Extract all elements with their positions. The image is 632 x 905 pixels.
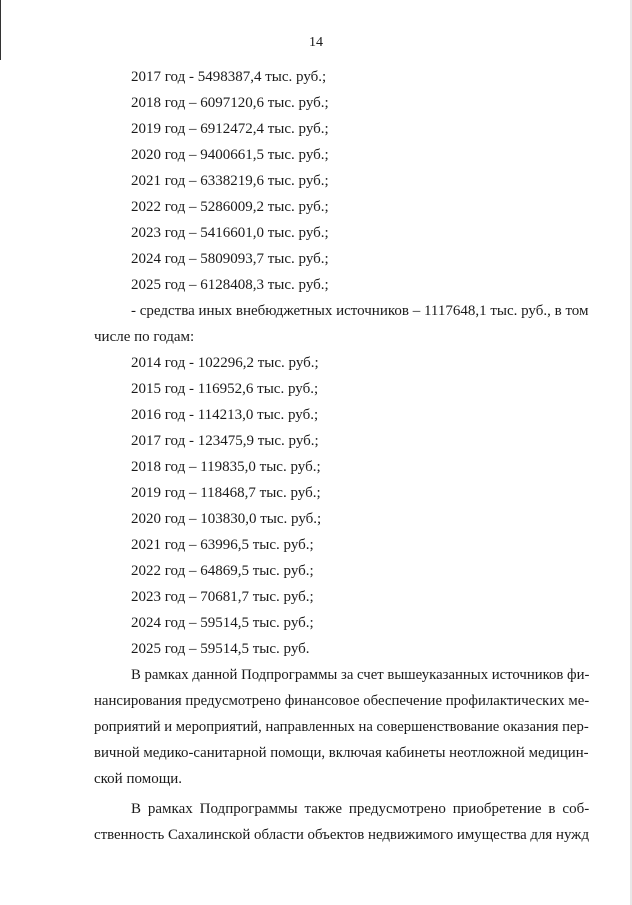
extrabudget-year-line: 2020 год – 103830,0 тыс. руб.;: [131, 511, 322, 527]
budget-year-line: 2021 год – 6338219,6 тыс. руб.;: [131, 173, 329, 189]
extrabudget-year-line: 2019 год – 118468,7 тыс. руб.;: [131, 485, 321, 501]
paragraph-1-line: роприятий и мероприятий, направленных на совершенствование оказания пер-: [94, 719, 589, 735]
paragraph-2-line: ственность Сахалинской области объектов недвижимого имущества для нужд: [94, 827, 590, 843]
budget-year-line: 2018 год – 6097120,6 тыс. руб.;: [131, 95, 329, 111]
extrabudget-year-line: 2017 год - 123475,9 тыс. руб.;: [131, 433, 319, 449]
extrabudget-year-line: 2025 год – 59514,5 тыс. руб.: [131, 641, 310, 657]
extrabudget-year-line: 2014 год - 102296,2 тыс. руб.;: [131, 355, 319, 371]
budget-year-line: 2017 год - 5498387,4 тыс. руб.;: [131, 69, 327, 85]
extrabudget-year-line: 2023 год – 70681,7 тыс. руб.;: [131, 589, 314, 605]
budget-year-line: 2022 год – 5286009,2 тыс. руб.;: [131, 199, 329, 215]
paragraph-1-line: вичной медико-санитарной помощи, включая кабинеты неотложной медицин-: [94, 745, 589, 761]
extrabudget-intro-cont: числе по годам:: [94, 329, 195, 345]
paragraph-2-line: В рамках Подпрограммы также предусмотрено приобретение в соб-: [131, 801, 590, 817]
extrabudget-intro: - средства иных внебюджетных источников – 1117648,1 тыс. руб., в том: [131, 303, 589, 319]
budget-year-line: 2019 год – 6912472,4 тыс. руб.;: [131, 121, 329, 137]
extrabudget-year-line: 2022 год – 64869,5 тыс. руб.;: [131, 563, 314, 579]
budget-year-line: 2024 год – 5809093,7 тыс. руб.;: [131, 251, 329, 267]
extrabudget-year-line: 2015 год - 116952,6 тыс. руб.;: [131, 381, 319, 397]
paragraph-1-line: ской помощи.: [94, 771, 183, 787]
paragraph-1-line: В рамках данной Подпрограммы за счет вышеуказанных источников фи-: [131, 667, 590, 683]
extrabudget-year-line: 2024 год – 59514,5 тыс. руб.;: [131, 615, 314, 631]
paragraph-1-line: нансирования предусмотрено финансовое обеспечение профилактических ме-: [94, 693, 590, 709]
extrabudget-year-line: 2016 год - 114213,0 тыс. руб.;: [131, 407, 319, 423]
extrabudget-year-line: 2018 год – 119835,0 тыс. руб.;: [131, 459, 321, 475]
budget-year-line: 2025 год – 6128408,3 тыс. руб.;: [131, 277, 329, 293]
extrabudget-year-line: 2021 год – 63996,5 тыс. руб.;: [131, 537, 314, 553]
page-number: 14: [309, 35, 323, 50]
scan-edge-mark: [0, 0, 1, 60]
budget-year-line: 2023 год – 5416601,0 тыс. руб.;: [131, 225, 329, 241]
budget-year-line: 2020 год – 9400661,5 тыс. руб.;: [131, 147, 329, 163]
